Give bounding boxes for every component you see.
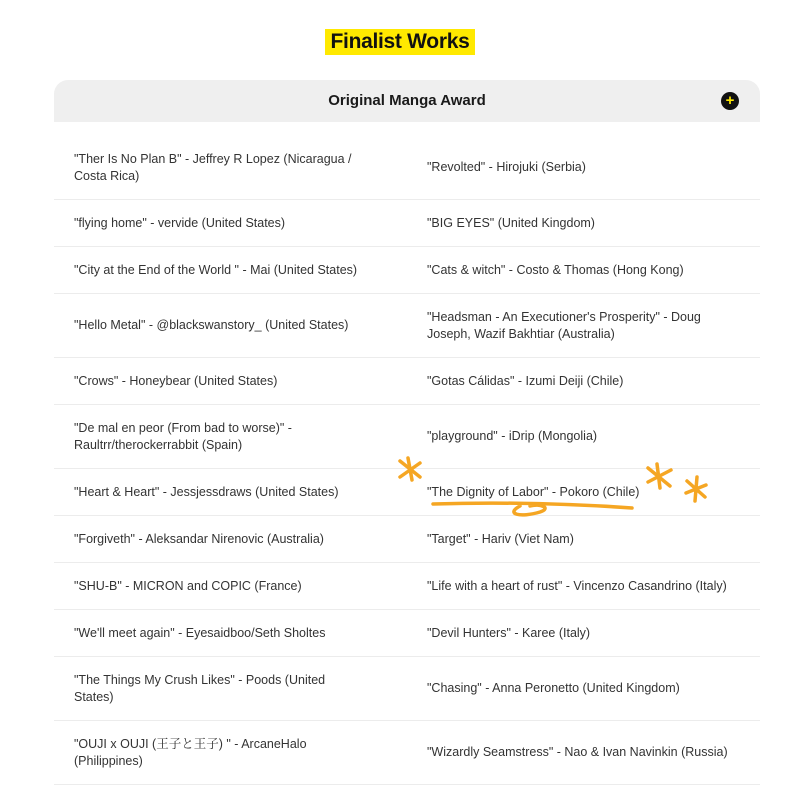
award-panel <box>54 80 760 785</box>
finalist-entry-left: "Heart & Heart" - Jessjessdraws (United States) <box>54 469 407 516</box>
table-row <box>54 610 760 657</box>
table-row <box>54 563 760 610</box>
table-row <box>54 657 760 721</box>
finalist-entry-left: "Ther Is No Plan B" - Jeffrey R Lopez (Nicaragua / Costa Rica) <box>54 136 407 200</box>
finalist-entry-right: "Chasing" - Anna Peronetto (United Kingdom) <box>407 657 760 721</box>
finalist-entry-left: "flying home" - vervide (United States) <box>54 200 407 247</box>
page-title: Finalist Works <box>325 29 476 55</box>
finalist-entry-right: "Target" - Hariv (Viet Nam) <box>407 516 760 563</box>
finalist-entry-right: "Cats & witch" - Costo & Thomas (Hong Kong) <box>407 247 760 294</box>
table-row <box>54 247 760 294</box>
finalist-entry-left: "SHU-B" - MICRON and COPIC (France) <box>54 563 407 610</box>
finalist-entry-right: "Revolted" - Hirojuki (Serbia) <box>407 136 760 200</box>
finalist-entry-left: "We'll meet again" - Eyesaidboo/Seth Sholtes <box>54 610 407 657</box>
table-row <box>54 294 760 358</box>
table-row <box>54 721 760 785</box>
finalist-entry-left: "Forgiveth" - Aleksandar Nirenovic (Australia) <box>54 516 407 563</box>
finalist-entry-left: "City at the End of the World " - Mai (United States) <box>54 247 407 294</box>
finalist-entry-right: "BIG EYES" (United Kingdom) <box>407 200 760 247</box>
finalist-entry-right: "Headsman - An Executioner's Prosperity" - Doug Joseph, Wazif Bakhtiar (Australia) <box>407 294 760 358</box>
title-wrap <box>0 29 800 55</box>
table-row <box>54 136 760 200</box>
finalist-entry-left: "OUJI x OUJI (王子と王子) " - ArcaneHalo (Philippines) <box>54 721 407 785</box>
finalist-entry-left: "Crows" - Honeybear (United States) <box>54 358 407 405</box>
table-row <box>54 405 760 469</box>
finalist-entry-right: "playground" - iDrip (Mongolia) <box>407 405 760 469</box>
accordion-header[interactable] <box>54 80 760 122</box>
finalist-entry-right: "The Dignity of Labor" - Pokoro (Chile) <box>407 469 760 516</box>
finalist-entry-left: "Hello Metal" - @blackswanstory_ (United States) <box>54 294 407 358</box>
finalist-entry-left: "The Things My Crush Likes" - Poods (United States) <box>54 657 407 721</box>
table-row <box>54 358 760 405</box>
finalist-entry-right: "Devil Hunters" - Karee (Italy) <box>407 610 760 657</box>
finalists-table <box>54 136 760 785</box>
table-row <box>54 516 760 563</box>
table-row <box>54 200 760 247</box>
finalist-entry-left: "De mal en peor (From bad to worse)" - Raultrr/therockerrabbit (Spain) <box>54 405 407 469</box>
plus-circle-icon[interactable]: + <box>721 92 739 110</box>
finalist-entry-right: "Gotas Cálidas" - Izumi Deiji (Chile) <box>407 358 760 405</box>
finalist-entry-right: "Life with a heart of rust" - Vincenzo Casandrino (Italy) <box>407 563 760 610</box>
table-row <box>54 469 760 516</box>
finalist-entry-right: "Wizardly Seamstress" - Nao & Ivan Navinkin (Russia) <box>407 721 760 785</box>
section-title: Original Manga Award <box>328 92 486 109</box>
